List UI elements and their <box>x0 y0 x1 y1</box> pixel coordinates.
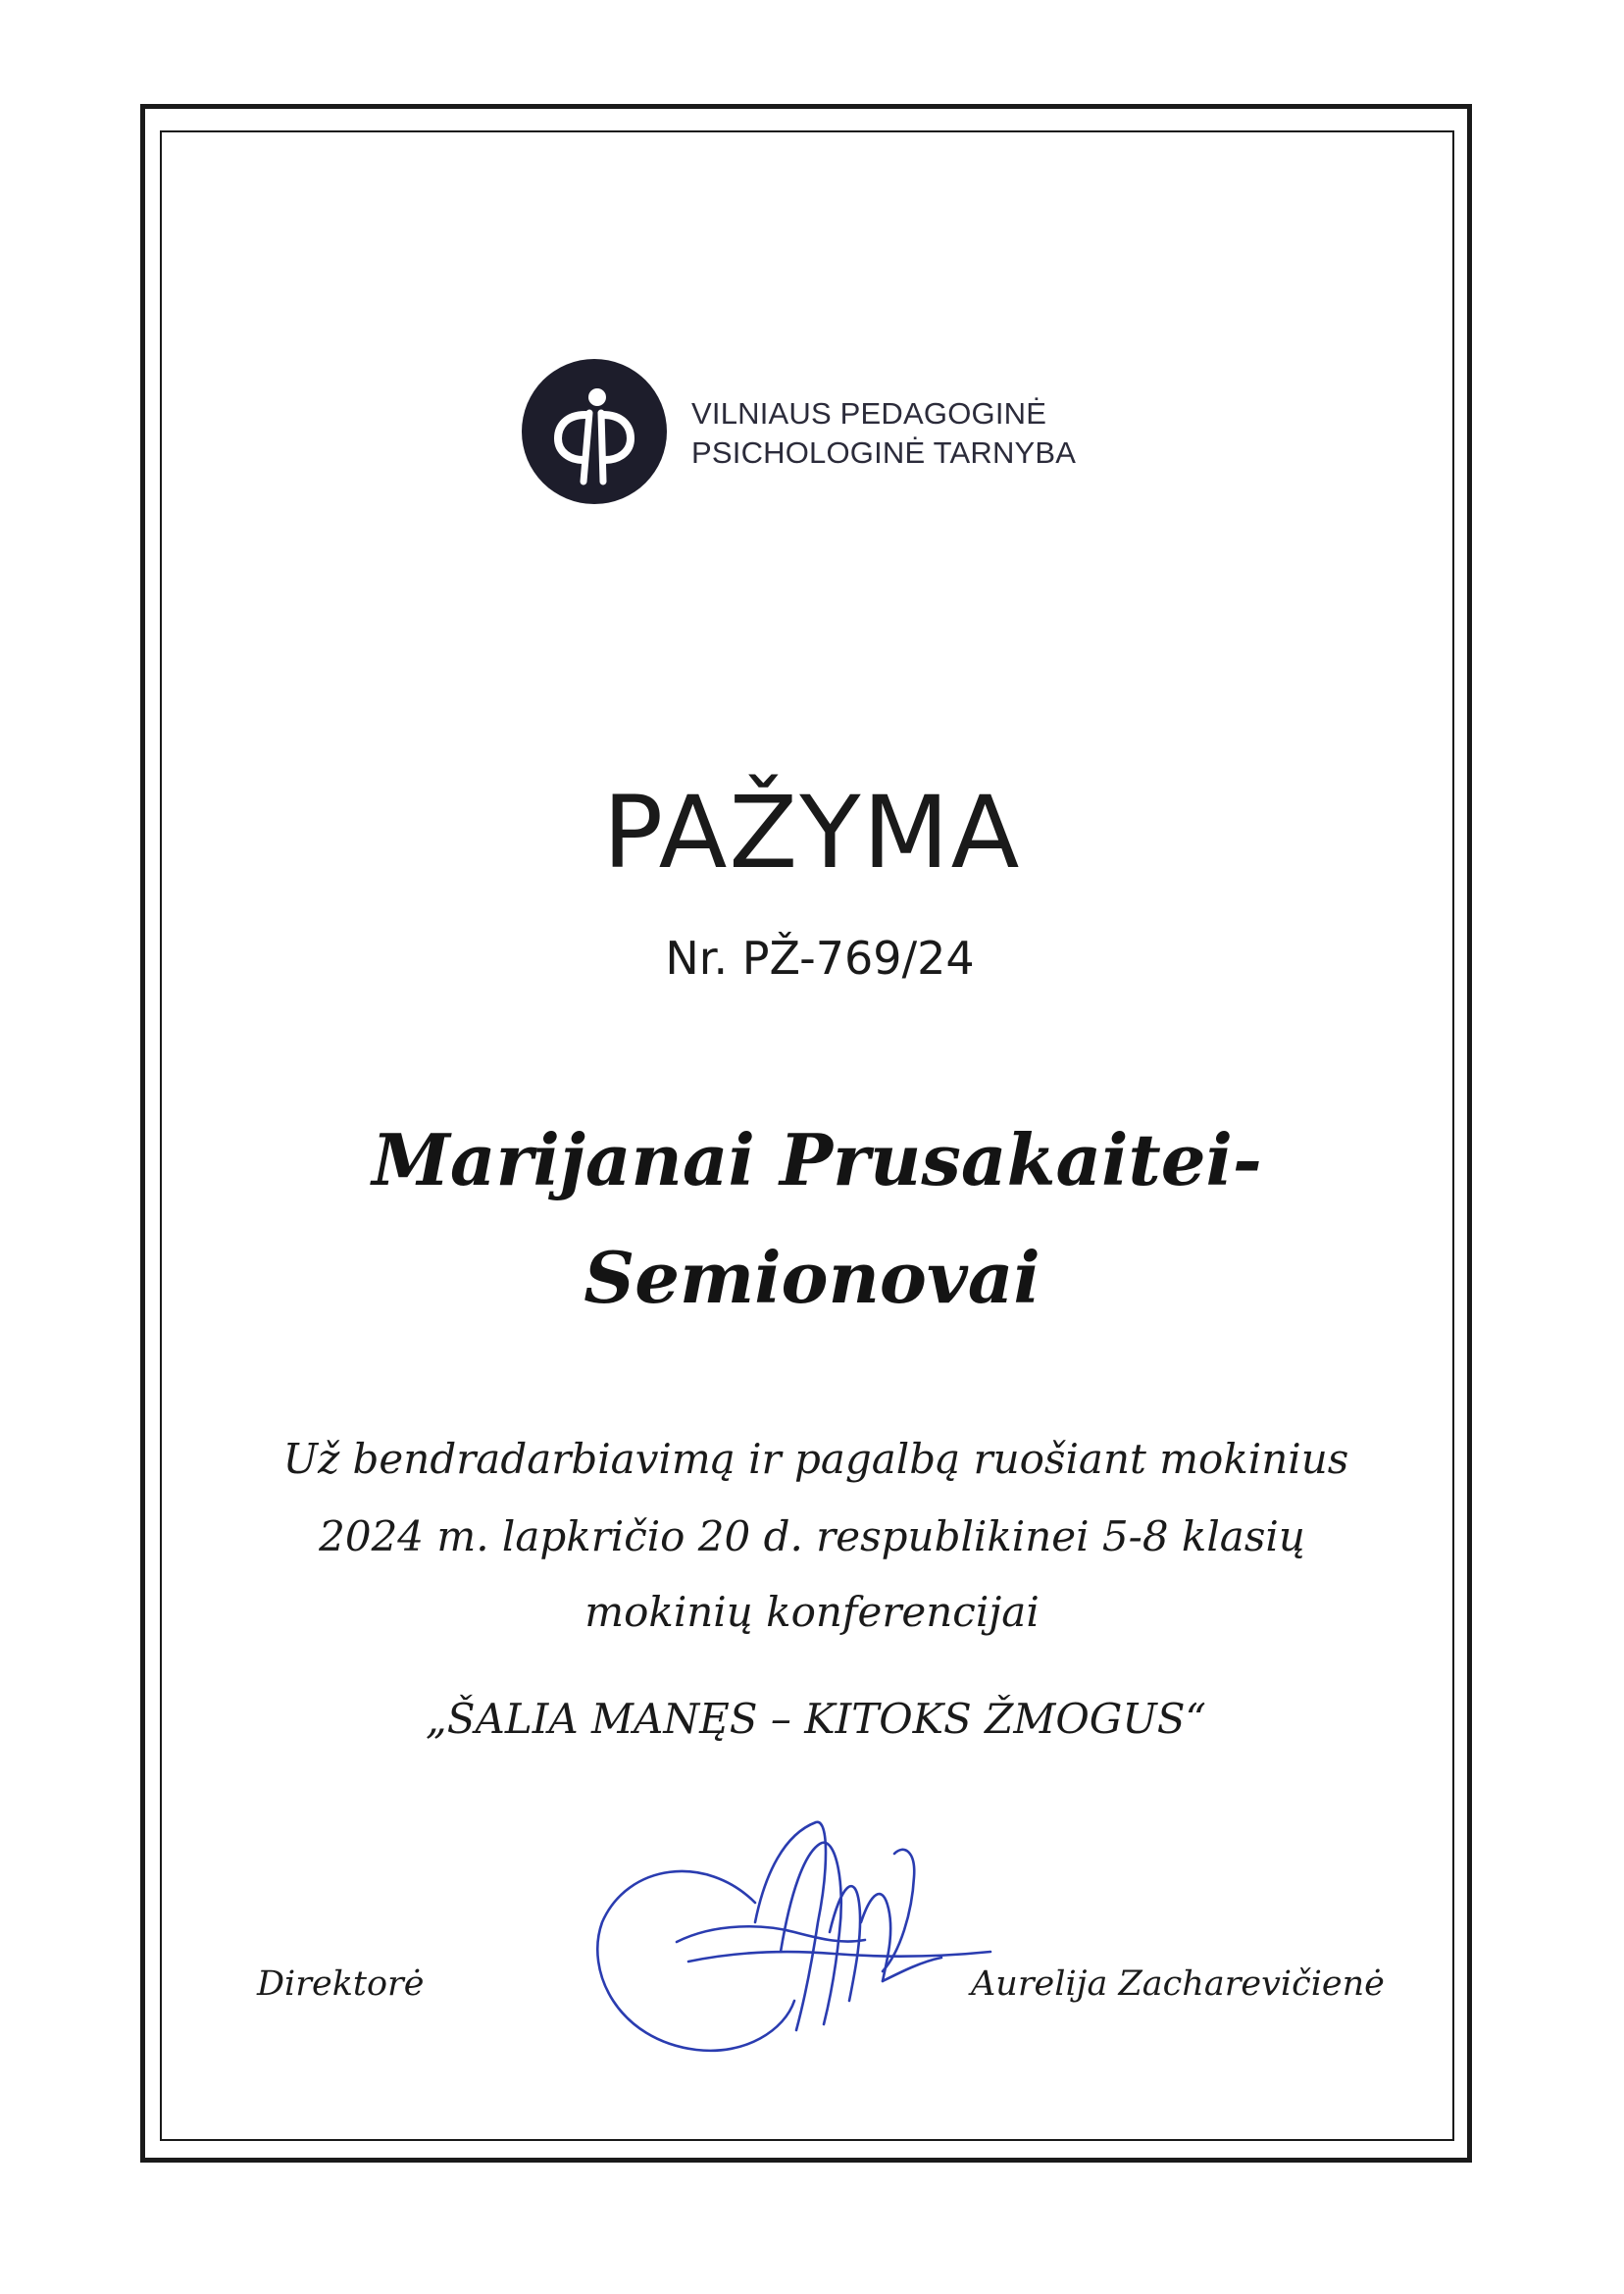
organization-name-line1: VILNIAUS PEDAGOGINĖ <box>691 396 1047 431</box>
certificate-number: Nr. PŽ-769/24 <box>665 932 975 985</box>
signatory-role: Direktorė <box>257 1964 425 2004</box>
handwritten-signature <box>588 1814 1000 2079</box>
signatory-name: Aurelija Zacharevičienė <box>971 1964 1385 2004</box>
recipient-name-line2: Semionovai <box>584 1236 1040 1319</box>
body-text-line2: 2024 m. lapkričio 20 d. respublikinei 5-8 klasių <box>319 1512 1305 1560</box>
recipient-name-line1: Marijanai Prusakaitei- <box>372 1118 1262 1201</box>
body-text-line1: Už bendradarbiavimą ir pagalbą ruošiant mokinius <box>282 1435 1349 1483</box>
organization-name <box>691 394 1076 473</box>
body-text-line3: mokinių konferencijai <box>584 1588 1040 1636</box>
certificate-title: PAŽYMA <box>602 775 1022 892</box>
event-title: „ŠALIA MANĘS – KITOKS ŽMOGUS“ <box>426 1695 1206 1743</box>
vpt-logo-icon <box>521 358 668 505</box>
organization-name-line2: PSICHOLOGINĖ TARNYBA <box>691 435 1077 470</box>
